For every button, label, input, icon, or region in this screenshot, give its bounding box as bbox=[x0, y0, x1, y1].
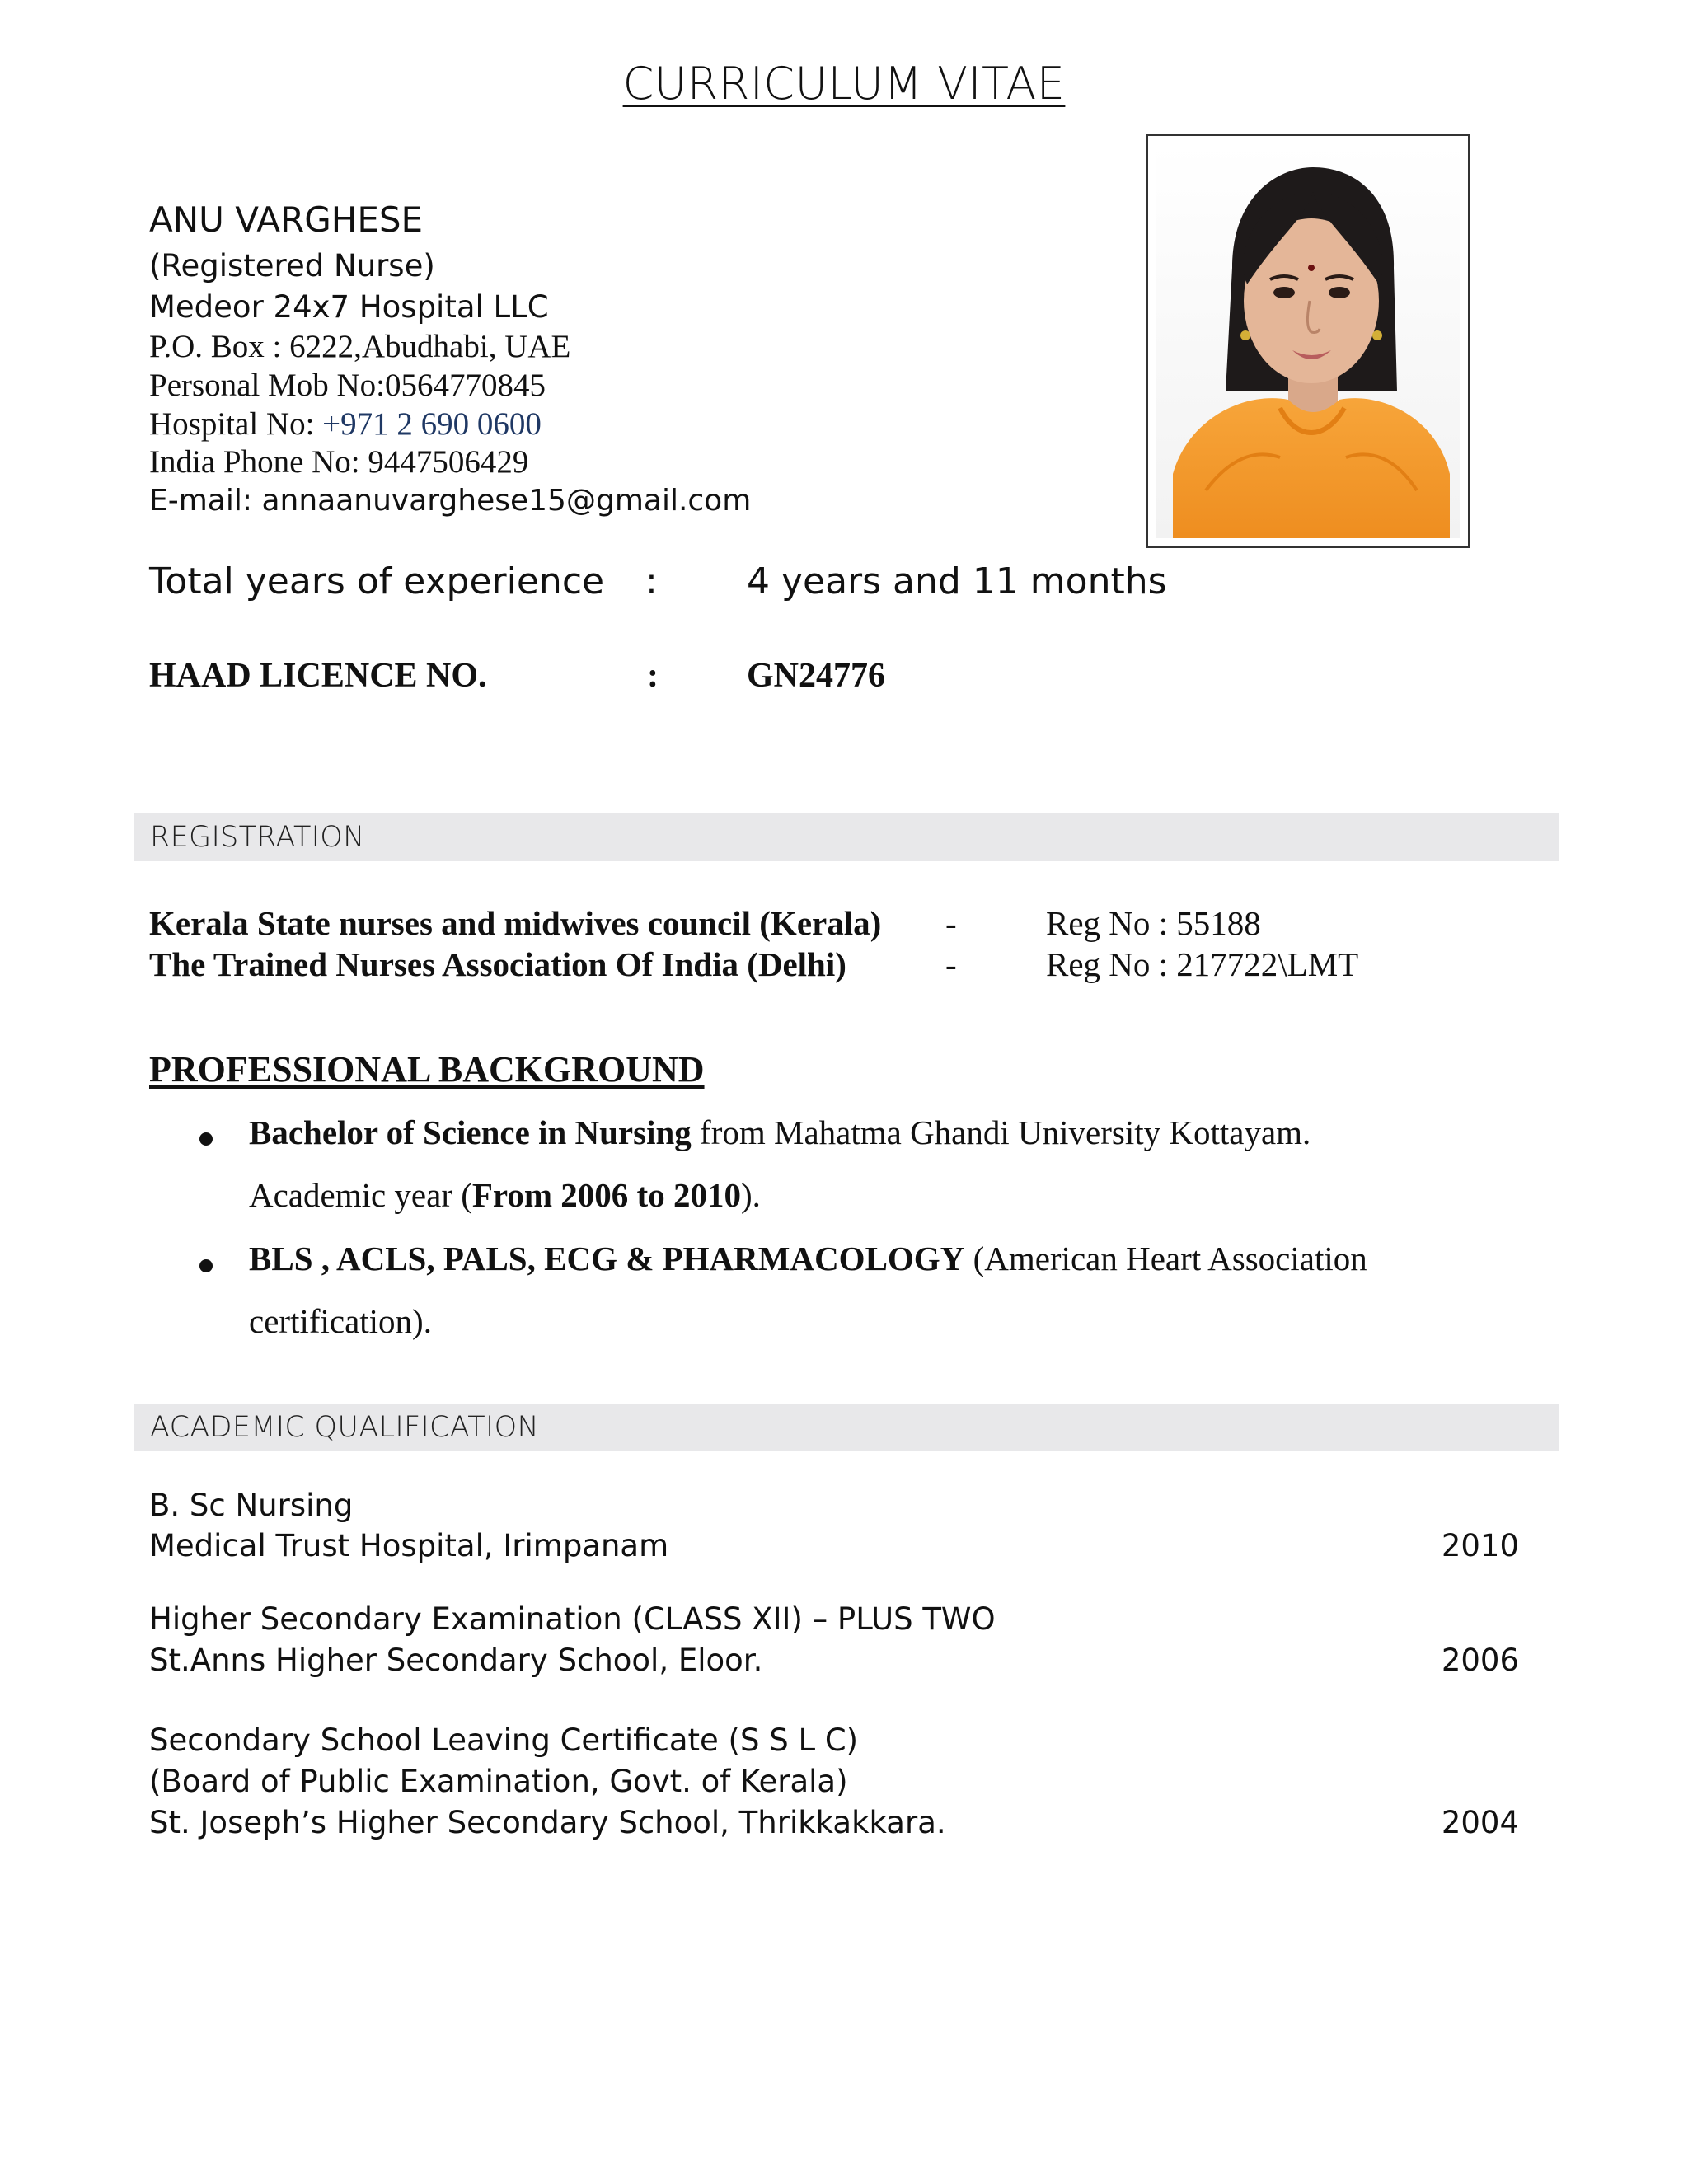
professional-item-certifications-cont: certification). bbox=[249, 1302, 432, 1340]
qualification-institution: St. Joseph’s Higher Secondary School, Thrikkakkara. bbox=[149, 1805, 946, 1840]
professional-item-degree-years bbox=[249, 1175, 761, 1215]
photo-image bbox=[1156, 144, 1460, 538]
hospital-no-label: Hospital No: bbox=[149, 406, 323, 442]
personal-mob-label: Personal Mob No: bbox=[149, 368, 385, 403]
employer-name: Medeor 24x7 Hospital LLC bbox=[149, 289, 549, 325]
registration-council: The Trained Nurses Association Of India (Delhi) bbox=[149, 945, 846, 983]
hospital-no-value: +971 2 690 0600 bbox=[322, 406, 542, 442]
portrait-illustration bbox=[1156, 144, 1460, 538]
bullet-icon bbox=[199, 1259, 213, 1272]
email-value: annaanuvarghese15@gmail.com bbox=[261, 484, 752, 518]
qualification-year: 2004 bbox=[1441, 1805, 1519, 1840]
section-header-registration bbox=[134, 813, 1559, 861]
india-phone bbox=[149, 443, 528, 481]
experience-value: 4 years and 11 months bbox=[747, 560, 1167, 602]
qualification-board: (Board of Public Examination, Govt. of Kerala) bbox=[149, 1764, 848, 1799]
qualification-year: 2010 bbox=[1441, 1528, 1519, 1563]
qualification-title: Higher Secondary Examination (CLASS XII) – PLUS TWO bbox=[149, 1601, 996, 1637]
degree-university: from Mahatma Ghandi University Kottayam. bbox=[691, 1113, 1311, 1151]
degree-title: Bachelor of Science in Nursing bbox=[249, 1113, 692, 1151]
registration-number: Reg No : 55188 bbox=[1046, 904, 1261, 942]
licence-separator: : bbox=[647, 657, 659, 695]
academic-year-prefix: Academic year ( bbox=[249, 1176, 472, 1214]
document-title: CURRICULUM VITAE bbox=[622, 58, 1066, 110]
bullet-icon bbox=[199, 1132, 213, 1146]
professional-item-degree bbox=[249, 1113, 1311, 1152]
registration-number: Reg No : 217722\LMT bbox=[1046, 945, 1359, 983]
qualification-title: B. Sc Nursing bbox=[149, 1488, 354, 1523]
registration-dash: - bbox=[945, 945, 957, 983]
licence-label: HAAD LICENCE NO. bbox=[149, 657, 487, 695]
professional-item-certifications bbox=[249, 1239, 1367, 1278]
qualification-year: 2006 bbox=[1441, 1643, 1519, 1678]
india-phone-label: India Phone No: bbox=[149, 444, 368, 480]
candidate-name: ANU VARGHESE bbox=[149, 199, 424, 240]
qualification-title: Secondary School Leaving Certificate (S S L C) bbox=[149, 1722, 859, 1758]
experience-separator: : bbox=[645, 560, 658, 602]
section-header-academic bbox=[134, 1404, 1559, 1451]
certification-list: BLS , ACLS, PALS, ECG & PHARMACOLOGY bbox=[249, 1240, 965, 1277]
email-label: E-mail: bbox=[149, 484, 262, 518]
personal-mobile bbox=[149, 367, 546, 405]
profile-photo bbox=[1146, 134, 1470, 548]
academic-year-suffix: ). bbox=[740, 1176, 761, 1214]
po-box: P.O. Box : 6222,Abudhabi, UAE bbox=[149, 329, 571, 364]
india-phone-value: 9447506429 bbox=[368, 444, 529, 480]
licence-value: GN24776 bbox=[747, 657, 885, 695]
professional-background-heading: PROFESSIONAL BACKGROUND bbox=[149, 1049, 705, 1090]
experience-label: Total years of experience bbox=[149, 560, 605, 602]
section-title-academic: ACADEMIC QUALIFICATION bbox=[150, 1411, 539, 1444]
certification-issuer: (American Heart Association bbox=[964, 1240, 1367, 1277]
hospital-number bbox=[149, 405, 542, 443]
qualification-institution: Medical Trust Hospital, Irimpanam bbox=[149, 1528, 669, 1563]
candidate-role: (Registered Nurse) bbox=[149, 248, 435, 284]
personal-mob-value: 0564770845 bbox=[385, 368, 546, 403]
qualification-institution: St.Anns Higher Secondary School, Eloor. bbox=[149, 1643, 763, 1678]
section-title-registration: REGISTRATION bbox=[150, 821, 365, 854]
academic-year-range: From 2006 to 2010 bbox=[471, 1176, 741, 1214]
registration-dash: - bbox=[945, 904, 957, 942]
registration-council: Kerala State nurses and midwives council (Kerala) bbox=[149, 904, 882, 942]
email-line bbox=[149, 482, 751, 520]
